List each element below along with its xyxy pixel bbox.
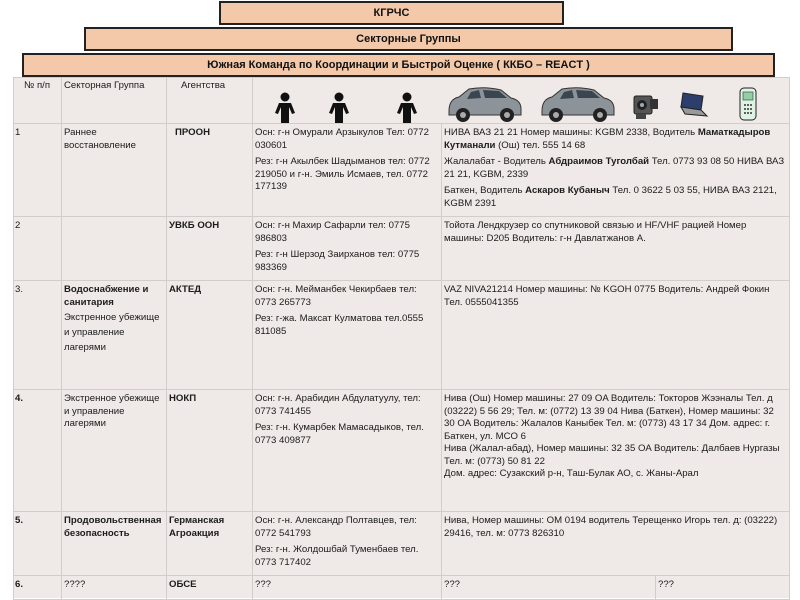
table-row <box>14 512 790 576</box>
mobile-phone-icon <box>737 86 759 122</box>
col-header-sector: Секторная Группа <box>62 78 167 124</box>
agency-name: УВКБ ООН <box>169 220 220 231</box>
vehicle-entry: Нива (Ош) Номер машины: 27 09 OA Водитель: Токторов Жээналы Тел. д (03222) 5 56 29; Тел. м: (0772) 13 39 04 Нива (Баткен), Номер машины: 32 30 OA Водитель: Жалалов Каныбек Тел. м: (0773) 43 17 34 Дом. адрес: г. Баткен, ул. MCO 6 <box>444 393 774 442</box>
sector-name-secondary: Экстренное убежище и управление лагерями <box>64 312 160 353</box>
vehicle-entry: Нива (Жалал-абад), Номер машины: 32 35 OA Водитель: Далбаев Нургазы Тел. м: (0773) 50 81 22 <box>444 443 780 467</box>
vehicle-entry: Тойота Лендкрузер со спутниковой связью и HF/VHF рацией Номер машины: D205 Водитель: г-н Давлатжанов А. <box>444 220 747 244</box>
row-number <box>14 512 62 576</box>
subtitle: Секторные Группы <box>356 33 461 45</box>
table-row <box>14 124 790 217</box>
sector-cell <box>62 217 167 281</box>
sector-cell <box>62 281 167 390</box>
vehicle-text: Тел. 0 3622 5 03 55, НИВА ВАЗ 2121, KGBM 2391 <box>444 185 777 209</box>
staff-reserve: Рез: г-н. Кумарбек Мамасадыков, тел. 0773 409877 <box>255 422 424 446</box>
suv-icon <box>445 85 525 124</box>
agency-name: ОБСЕ <box>169 579 197 590</box>
staff-cell <box>253 217 442 281</box>
table-row <box>14 576 790 600</box>
vehicle-entry <box>444 156 787 181</box>
person-icon <box>271 92 299 124</box>
team-banner <box>22 53 775 77</box>
person-icon <box>393 92 421 124</box>
extra-cell: ??? <box>656 576 790 600</box>
row-number: 3. <box>14 281 62 390</box>
agency-cell <box>167 390 253 512</box>
subtitle-banner <box>84 27 733 51</box>
agency-name: ПРООН <box>175 127 211 138</box>
icons-header <box>253 78 790 124</box>
sector-table <box>13 77 790 600</box>
staff-main: Осн: г-н. Александр Полтавцев, тел: 0772 541793 <box>255 515 417 539</box>
agency-cell <box>167 281 253 390</box>
org-title: КГРЧС <box>373 7 410 19</box>
team-title: Южная Команда по Координации и Быстрой Оценке ( ККБО – REACT ) <box>207 59 590 71</box>
vehicles-cell <box>442 390 790 512</box>
sector-name: Водоснабжение и санитария <box>64 284 149 308</box>
laptop-icon <box>675 90 709 120</box>
icon-strip <box>253 78 789 118</box>
agency-cell <box>167 512 253 576</box>
vehicle-entry <box>444 127 787 152</box>
vehicles-cell <box>442 217 790 281</box>
row-number-text: 5. <box>15 515 24 526</box>
vehicle-entry: Дом. адрес: Сузакский р-н, Таш-Булак АО, с. Жаны-Арал <box>444 468 699 479</box>
agency-cell <box>167 124 253 217</box>
sector-cell: Раннее восстановление <box>62 124 167 217</box>
staff-cell: ??? <box>253 576 442 600</box>
table-header-row <box>14 78 790 124</box>
sector-name: Продовольственная безопасность <box>64 515 162 539</box>
vehicles-cell <box>442 124 790 217</box>
table-row <box>14 217 790 281</box>
agency-name: АКТЕД <box>169 284 202 295</box>
row-number: 2 <box>14 217 62 281</box>
sector-cell: ???? <box>62 576 167 600</box>
staff-reserve: Рез: г-н Шерзод Заирханов тел: 0775 983369 <box>255 249 420 273</box>
staff-reserve: Рез: г-н Акылбек Шадыманов тел: 0772 219050 и г-н. Эмиль Исмаев, тел. 0772 177139 <box>255 156 430 192</box>
vehicles-cell <box>442 512 790 576</box>
driver-name: Абдраимов Туголбай <box>548 156 650 167</box>
vehicle-entry: VAZ NIVA21214 Номер машины: № KGOH 0775 Водитель: Андрей Фокин Тел. 0555041355 <box>444 284 770 308</box>
vehicles-cell <box>442 281 790 390</box>
agency-name: Германская Агроакция <box>169 515 225 539</box>
row-number <box>14 390 62 512</box>
staff-cell <box>253 281 442 390</box>
staff-reserve: Рез: г-жа. Максат Кулматова тел.0555 811085 <box>255 313 424 337</box>
vehicle-entry: Нива, Номер машины: OM 0194 водитель Терещенко Игорь тел. д: (03222) 29416, тел. м: 0773 826310 <box>444 515 778 539</box>
col-header-num: № п/п <box>14 78 62 124</box>
org-banner <box>219 1 564 25</box>
vehicle-text: Тел. 0773 93 08 50 НИВА ВАЗ 21 21, KGBM, 2339 <box>444 156 785 180</box>
sector-cell: Экстренное убежище и управление лагерями <box>62 390 167 512</box>
staff-cell <box>253 124 442 217</box>
suv-icon <box>538 85 618 124</box>
vehicle-text: НИВА ВАЗ 21 21 Номер машины: KGBM 2338, Водитель <box>444 127 698 138</box>
driver-name: Аскаров Кубаныч <box>525 185 610 196</box>
staff-main: Осн: г-н Махир Сафарли тел: 0775 986803 <box>255 220 410 244</box>
person-icon <box>325 92 353 124</box>
staff-cell <box>253 512 442 576</box>
staff-main: Осн: г-н. Мейманбек Чекирбаев тел: 0773 265773 <box>255 284 417 308</box>
driver-name: Маматкадыров Кутманали <box>444 127 771 151</box>
agency-cell <box>167 217 253 281</box>
agency-cell <box>167 576 253 600</box>
sector-cell <box>62 512 167 576</box>
camcorder-icon <box>630 90 660 122</box>
vehicle-text: Баткен, Водитель <box>444 185 526 196</box>
vehicle-text: Жалалабат - Водитель <box>444 156 549 167</box>
vehicles-cell: ??? <box>442 576 656 600</box>
vehicle-entry <box>444 185 787 210</box>
col-header-agencies: Агентства <box>167 78 253 124</box>
row-number <box>14 576 62 600</box>
row-number-text: 4. <box>15 393 24 404</box>
staff-main: Осн: г-н Омурали Арзыкулов Тел: 0772 030601 <box>255 127 429 151</box>
staff-reserve: Рез: г-н. Жолдошбай Туменбаев тел. 0773 717402 <box>255 544 419 568</box>
table-row <box>14 281 790 390</box>
staff-cell <box>253 390 442 512</box>
staff-main: Осн: г-н. Арабидин Абдулатуулу, тел: 0773 741455 <box>255 393 421 417</box>
agency-name: НОКП <box>169 393 197 404</box>
row-number: 1 <box>14 124 62 217</box>
row-number-text: 6. <box>15 579 24 590</box>
vehicle-text: (Ош) тел. 555 14 68 <box>495 139 586 151</box>
sector-table-wrap <box>13 77 789 598</box>
table-row <box>14 390 790 512</box>
